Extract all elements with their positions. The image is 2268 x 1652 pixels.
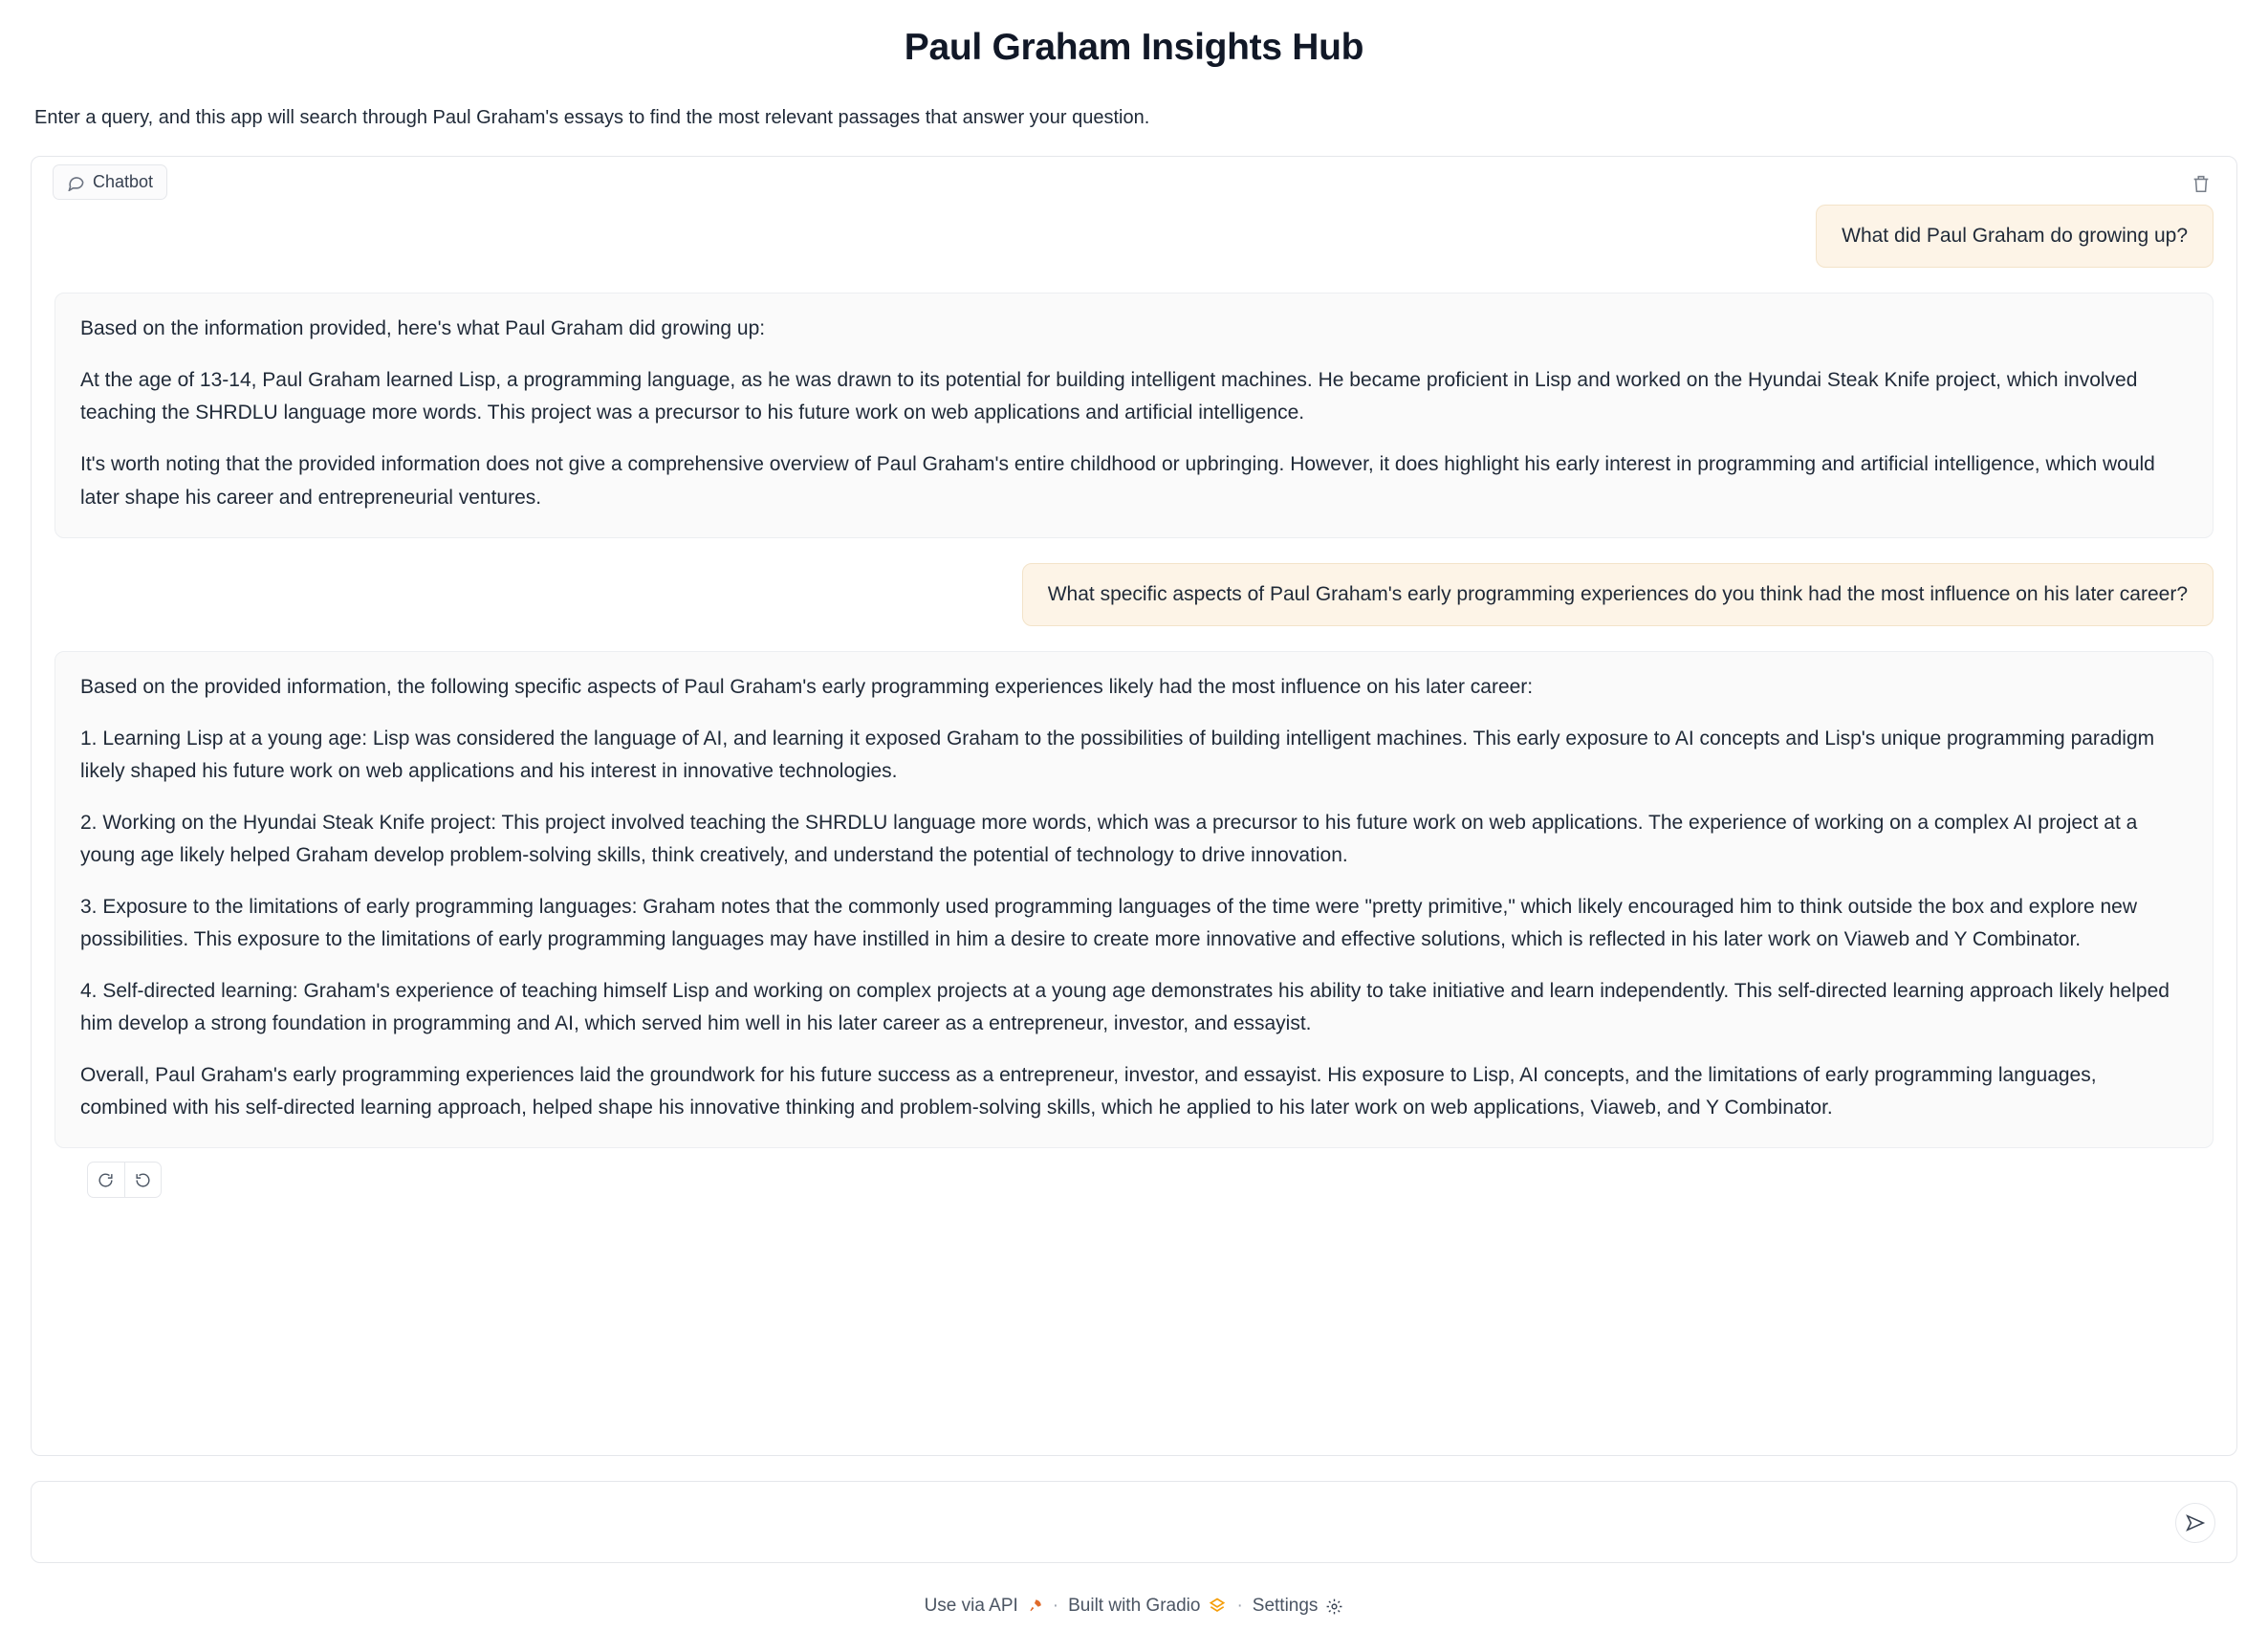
message-input-bar [31,1481,2237,1563]
use-via-api-link[interactable] [925,1596,1043,1617]
chatbot-label-text: Chatbot [93,172,154,191]
chat-bubble-icon [67,173,85,191]
bot-paragraph: 3. Exposure to the limitations of early programming languages: Graham notes that the commonly used programming languages of the time were "pretty primitive," which likely encouraged him to think outside the box and explore new possibilities. This exposure to the limitations of early programming languages may have instilled in him a desire to create more innovative and effective solutions, which is reflected in his later work on Viaweb and Y Combinator. [80,896,2138,951]
message-row-bot-2 [55,651,2213,1198]
bot-message-bubble[interactable] [55,293,2213,537]
bot-paragraph: 1. Learning Lisp at a young age: Lisp was considered the language of AI, and learning it exposed Graham to the possibilities of building intelligent machines. This early exposure to AI concepts and Lisp's unique programming paradigm likely shaped his future work on web applications and his interest in innovative technologies. [80,727,2155,782]
message-action-group [87,1162,162,1198]
send-icon[interactable] [2175,1503,2215,1543]
footer-separator: · [1236,1596,1243,1616]
built-with-gradio-link[interactable] [1068,1596,1227,1617]
refresh-icon[interactable] [88,1163,124,1197]
bot-paragraph: It's worth noting that the provided information does not give a comprehensive overview of Paul Graham's entire childhood or upbringing. However, it does highlight his early interest in programming and artificial intelligence, which would later shape his career and entrepreneurial ventures. [80,453,2155,509]
chatbot-toolbar [32,157,2236,199]
chatbot-panel [31,156,2237,1456]
gear-icon [1325,1598,1343,1616]
app-page [0,27,2268,1617]
gradio-logo-icon [1208,1597,1227,1616]
message-input[interactable] [49,1482,2133,1562]
footer [31,1596,2237,1617]
footer-separator: · [1052,1596,1059,1616]
bot-message-bubble[interactable] [55,651,2213,1148]
user-message-bubble[interactable]: What did Paul Graham do growing up? [1816,205,2213,268]
message-row-user-1 [55,205,2213,268]
bot-paragraph: 2. Working on the Hyundai Steak Knife project: This project involved teaching the SHRDLU language more words, which was a precursor to his future work on web applications. The experience of working on a complex AI project at a young age likely helped Graham develop problem-solving skills, think creatively, and understand the potential of technology to drive innovation. [80,812,2138,867]
bot-paragraph: Based on the information provided, here's what Paul Graham did growing up: [80,317,766,340]
page-subtitle: Enter a query, and this app will search through Paul Graham's essays to find the most relevant passages that answer your question. [34,107,1150,128]
bot-paragraph: 4. Self-directed learning: Graham's experience of teaching himself Lisp and working on complex projects at a young age demonstrates his ability to take initiative and learn independently. This self-directed learning approach likely helped him develop a strong foundation in programming and AI, which served him well in his later career as a entrepreneur, investor, and essayist. [80,980,2170,1035]
use-via-api-label: Use via API [924,1596,1018,1616]
trash-icon[interactable] [2189,170,2213,197]
chatbot-label-chip [53,164,167,200]
rocket-icon [1026,1598,1043,1615]
undo-icon[interactable] [124,1163,162,1197]
message-row-user-2 [55,563,2213,626]
user-message-bubble[interactable]: What specific aspects of Paul Graham's early programming experiences do you think had the most influence on his later career? [1022,563,2213,626]
bot-paragraph: Based on the provided information, the following specific aspects of Paul Graham's early programming experiences likely had the most influence on his later career: [80,675,1534,698]
bot-paragraph: Overall, Paul Graham's early programming experiences laid the groundwork for his future success as a entrepreneur, investor, and essayist. His exposure to Lisp, AI concepts, and the limitations of early programming languages, combined with his self-directed learning approach, helped shape his innovative thinking and problem-solving skills, which he applied to his later work on web applications, Viaweb, and Y Combinator. [80,1064,2097,1119]
message-row-bot-1 [55,293,2213,537]
settings-label: Settings [1252,1596,1319,1616]
built-with-gradio-label: Built with Gradio [1068,1596,1201,1616]
page-title: Paul Graham Insights Hub [904,27,1364,68]
message-list [32,199,2236,1198]
settings-link[interactable] [1253,1596,1344,1617]
bot-paragraph: At the age of 13-14, Paul Graham learned Lisp, a programming language, as he was drawn to its potential for building intelligent machines. He became proficient in Lisp and worked on the Hyundai Steak Knife project, which involved teaching the SHRDLU language more words. This project was a precursor to his future work on web applications and artificial intelligence. [80,369,2138,424]
